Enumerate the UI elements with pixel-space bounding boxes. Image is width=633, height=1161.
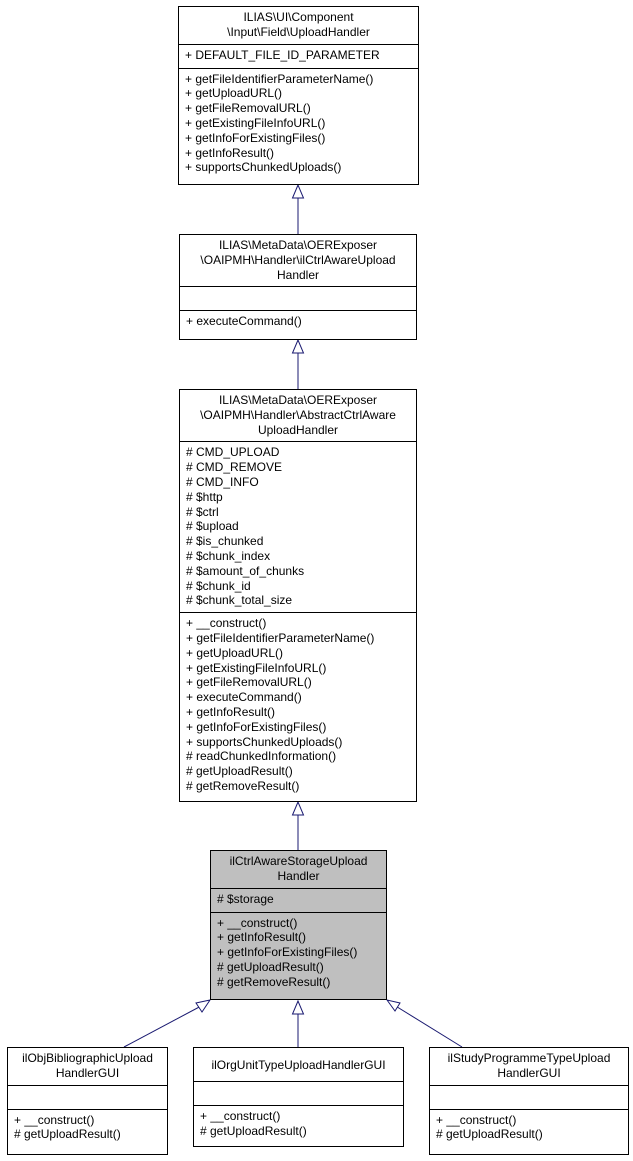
method: + getFileIdentifierParameterName() xyxy=(186,630,375,645)
class-storage-upload-handler[interactable] xyxy=(210,850,387,1000)
arrowhead-abstract xyxy=(293,802,304,815)
methods-section xyxy=(180,310,416,336)
attribute: # $ctrl xyxy=(186,504,219,519)
method: # getUploadResult() xyxy=(217,959,324,974)
method: + getUploadURL() xyxy=(186,645,284,660)
edge-studyprogramme-to-storage xyxy=(394,1005,462,1047)
methods-section xyxy=(8,1109,167,1147)
method: # getUploadResult() xyxy=(200,1123,307,1138)
method: + __construct() xyxy=(436,1112,517,1127)
arrowhead-storage-left xyxy=(196,1000,210,1012)
edge-bibliographic-to-storage xyxy=(124,1005,203,1047)
methods-section xyxy=(179,68,418,180)
method: + getInfoResult() xyxy=(185,145,275,160)
method: # readChunkedInformation() xyxy=(186,749,337,764)
class-title: ilStudyProgrammeTypeUpload HandlerGUI xyxy=(447,1051,611,1080)
class-abstract-ctrl-aware-upload-handler[interactable] xyxy=(179,389,417,802)
method: + getInfoResult() xyxy=(217,930,307,945)
attributes-section xyxy=(430,1085,628,1109)
method: + getInfoForExistingFiles() xyxy=(186,719,327,734)
class-title: ilCtrlAwareStorageUpload Handler xyxy=(229,854,368,883)
attribute: # $chunk_index xyxy=(186,548,271,563)
class-studyprogramme-upload-handler[interactable] xyxy=(429,1047,629,1155)
method: + getFileIdentifierParameterName() xyxy=(185,71,374,86)
methods-section xyxy=(211,912,386,994)
method: + getFileRemovalURL() xyxy=(185,101,311,116)
attribute: # $is_chunked xyxy=(186,534,264,549)
method: + getInfoForExistingFiles() xyxy=(217,945,358,960)
attributes-section xyxy=(180,286,416,310)
method: + supportsChunkedUploads() xyxy=(186,734,343,749)
attribute: # $storage xyxy=(217,891,274,906)
method: + getExistingFileInfoURL() xyxy=(185,115,326,130)
method: + __construct() xyxy=(186,616,267,631)
attribute: # CMD_UPLOAD xyxy=(186,445,280,460)
method: # getUploadResult() xyxy=(14,1127,121,1142)
attribute: + DEFAULT_FILE_ID_PARAMETER xyxy=(185,47,380,62)
method: + getExistingFileInfoURL() xyxy=(186,660,327,675)
class-orgunit-upload-handler[interactable] xyxy=(193,1047,404,1147)
methods-section xyxy=(430,1109,628,1147)
arrowhead-uploadhandler xyxy=(293,185,304,198)
method: + __construct() xyxy=(200,1108,281,1123)
class-title: ILIAS\MetaData\OERExposer \OAIPMH\Handler\ilCtrlAwareUpload Handler xyxy=(200,238,396,282)
method: + getUploadURL() xyxy=(185,86,283,101)
class-upload-handler[interactable] xyxy=(178,6,419,185)
arrowhead-storage-right xyxy=(387,1000,400,1011)
method: + supportsChunkedUploads() xyxy=(185,160,342,175)
attributes-section xyxy=(211,888,386,912)
method: + getInfoForExistingFiles() xyxy=(185,130,326,145)
attribute: # CMD_INFO xyxy=(186,474,259,489)
methods-section xyxy=(180,612,416,798)
method: # getUploadResult() xyxy=(436,1127,543,1142)
method: # getUploadResult() xyxy=(186,764,293,779)
class-ctrl-aware-upload-handler[interactable] xyxy=(179,234,417,340)
method: # getRemoveResult() xyxy=(186,778,300,793)
attribute: # CMD_REMOVE xyxy=(186,460,283,475)
methods-section xyxy=(194,1105,403,1143)
method: + executeCommand() xyxy=(186,690,302,705)
class-title: ilOrgUnitTypeUploadHandlerGUI xyxy=(211,1058,386,1072)
method: + getFileRemovalURL() xyxy=(186,675,312,690)
attribute: # $upload xyxy=(186,519,239,534)
attributes-section xyxy=(8,1085,167,1109)
method: + __construct() xyxy=(14,1112,95,1127)
class-title: ilObjBibliographicUpload HandlerGUI xyxy=(22,1051,153,1080)
attribute: # $chunk_total_size xyxy=(186,593,293,608)
attributes-section xyxy=(194,1081,403,1105)
class-bibliographic-upload-handler[interactable] xyxy=(7,1047,168,1155)
attributes-section xyxy=(179,44,418,68)
method: + __construct() xyxy=(217,915,298,930)
method: + getInfoResult() xyxy=(186,704,276,719)
attribute: # $amount_of_chunks xyxy=(186,563,305,578)
method: + executeCommand() xyxy=(186,314,302,329)
attribute: # $http xyxy=(186,489,223,504)
arrowhead-ctrlaware xyxy=(293,340,304,353)
attributes-section xyxy=(180,441,416,612)
class-title: ILIAS\UI\Component \Input\Field\UploadHandler xyxy=(227,10,370,39)
method: # getRemoveResult() xyxy=(217,974,331,989)
attribute: # $chunk_id xyxy=(186,578,251,593)
arrowhead-storage-center xyxy=(293,1001,304,1014)
class-title: ILIAS\MetaData\OERExposer \OAIPMH\Handler\AbstractCtrlAware UploadHandler xyxy=(200,393,396,437)
